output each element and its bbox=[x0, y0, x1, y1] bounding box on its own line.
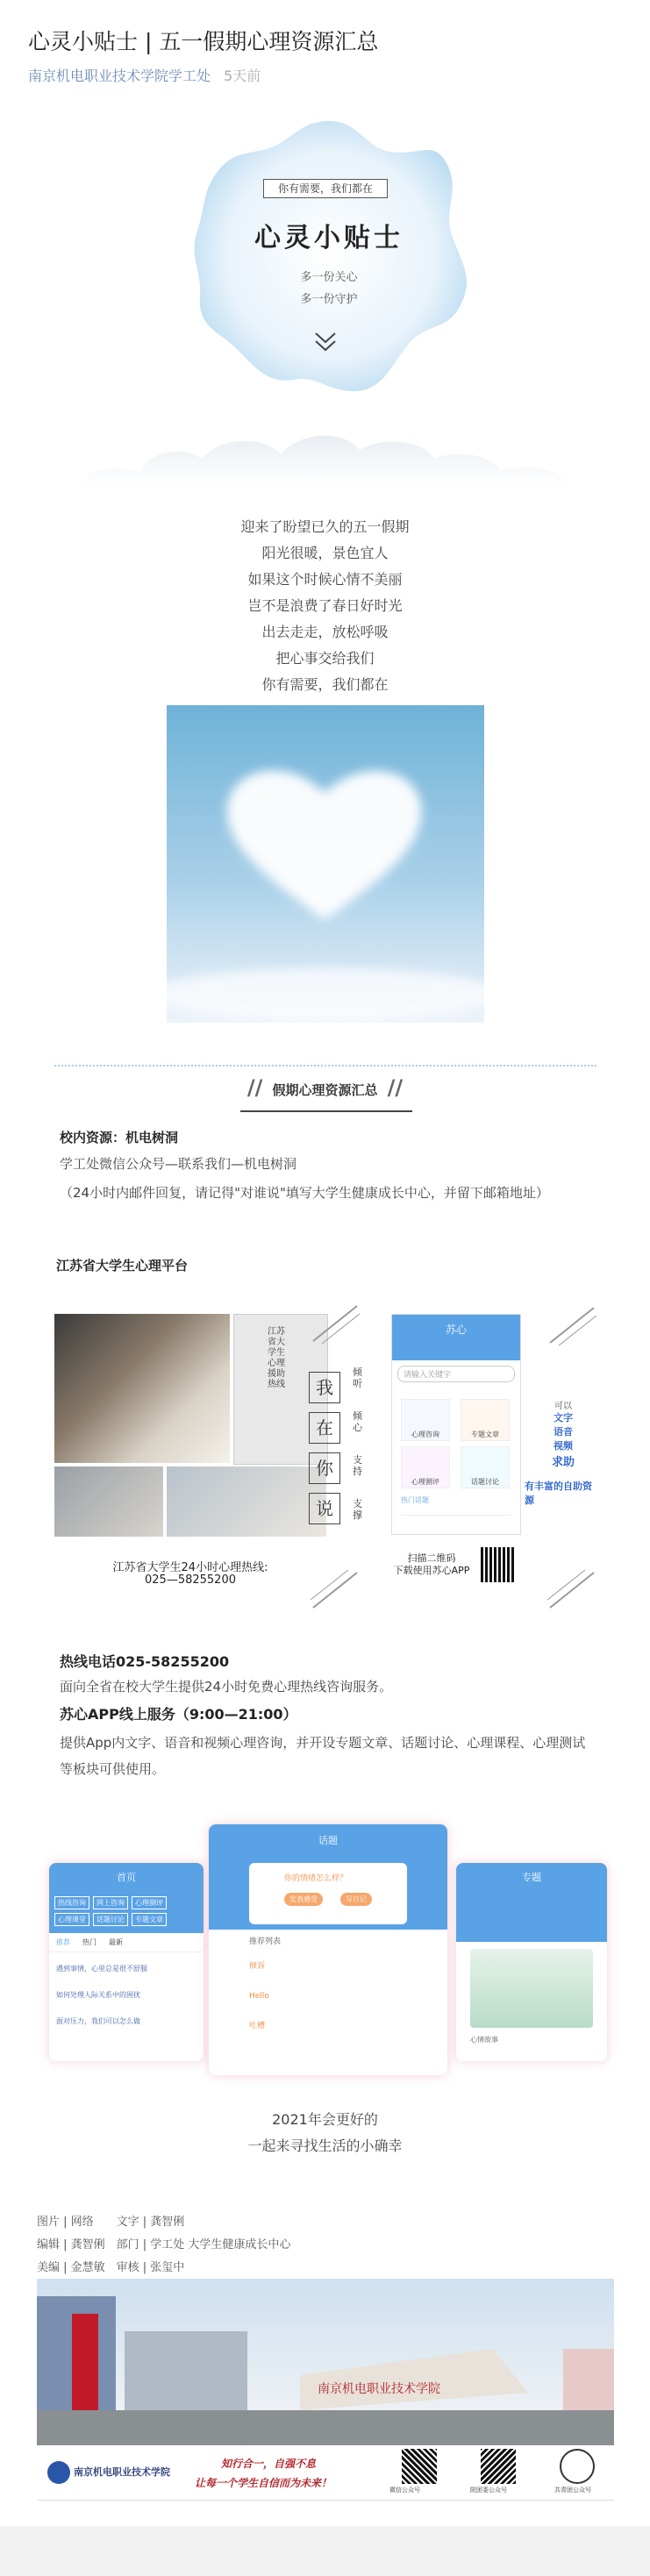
section-underline bbox=[240, 1110, 412, 1112]
office-photo bbox=[54, 1314, 230, 1463]
phone-middle-item-3: 吐槽 bbox=[249, 2022, 266, 2030]
closing-line-2: 一起来寻找生活的小确幸 bbox=[247, 2137, 403, 2154]
app-tile-3: 心理测评 bbox=[401, 1446, 450, 1488]
app-tile-4: 话题讨论 bbox=[461, 1446, 510, 1488]
side-word-4: 支撑 bbox=[353, 1498, 362, 1521]
school-logo-icon bbox=[47, 2461, 70, 2484]
slogan-1: 知行合一，自强不息 bbox=[221, 2458, 317, 2470]
platform-poster bbox=[54, 1314, 596, 1612]
app-service-desc: 提供App内文字、语音和视频心理咨询，并开设专题文章、话题讨论、心理课程、心理测试等板块可供使用。 bbox=[60, 1735, 586, 1777]
school-name: 南京机电职业技术学院 bbox=[74, 2466, 170, 2478]
qr-label-1: 微信公众号 bbox=[389, 2487, 420, 2494]
article-meta bbox=[28, 65, 261, 85]
phone-left-button-5: 话题讨论 bbox=[93, 1913, 128, 1926]
dotted-divider bbox=[54, 1065, 596, 1067]
phone-screenshot-middle bbox=[209, 1824, 447, 2075]
app-more: 热门话题 bbox=[401, 1496, 429, 1504]
phone-left-button-6: 专题文章 bbox=[132, 1913, 167, 1926]
section-header bbox=[0, 1075, 650, 1100]
diagonal-deco-icon bbox=[309, 1302, 361, 1345]
double-chevron-down-icon bbox=[314, 330, 337, 354]
youth-league-emblem-icon bbox=[560, 2449, 595, 2484]
diagonal-deco-icon bbox=[546, 1303, 598, 1347]
phone-screenshot-left bbox=[49, 1863, 204, 2061]
poem-line-7: 你有需要，我们都在 bbox=[261, 676, 389, 693]
qr-label-2: 院团委公众号 bbox=[470, 2487, 507, 2494]
phone-middle-item-1: 倾诉 bbox=[249, 1962, 266, 1971]
side-word-3: 支持 bbox=[353, 1454, 362, 1477]
app-tabbar bbox=[401, 1515, 511, 1528]
qr-label-3: 共青团公众号 bbox=[554, 2487, 591, 2494]
poem-line-2: 阳光很暖，景色宜人 bbox=[261, 545, 389, 561]
badge-line-2: 多一份守护 bbox=[300, 293, 358, 306]
app-brand: 苏心 bbox=[392, 1315, 520, 1360]
phone-middle-card: 你的情绪怎么样？ bbox=[284, 1874, 348, 1883]
team-photo-2 bbox=[167, 1466, 326, 1537]
phone-right-header: 专题 bbox=[456, 1863, 607, 1893]
phone-right-label: 心情故事 bbox=[470, 2036, 498, 2044]
feature-word-1: 可以 bbox=[554, 1402, 572, 1411]
app-tile-1: 心理咨询 bbox=[401, 1399, 450, 1441]
campus-line: 学工处微信公众号—联系我们—机电树洞 bbox=[60, 1156, 297, 1172]
team-photo-1 bbox=[54, 1466, 163, 1537]
phone-left-button-2: 网上咨询 bbox=[93, 1896, 128, 1909]
poem-line-4: 岂不是浪费了春日好时光 bbox=[247, 597, 403, 614]
phone-left-post-3: 面对压力，我们可以怎么做 bbox=[56, 2017, 140, 2025]
closing-line-1: 2021年会更好的 bbox=[272, 2111, 378, 2128]
campus-label: 校内资源：机电树洞 bbox=[60, 1130, 179, 1145]
cloud-divider bbox=[79, 419, 570, 489]
slash-right-icon: // bbox=[387, 1075, 404, 1100]
feature-word-2: 文字 bbox=[554, 1412, 573, 1424]
poem-line-5: 出去走走，放松呼吸 bbox=[261, 624, 389, 640]
phone-middle-button-2: 写日记 bbox=[340, 1893, 372, 1906]
section-title: 假期心理资源汇总 bbox=[272, 1082, 378, 1098]
slash-left-icon: // bbox=[246, 1075, 263, 1100]
slogan-2: 让每一个学生自信而为未来！ bbox=[195, 2477, 332, 2489]
app-tile-2: 专题文章 bbox=[461, 1399, 510, 1441]
phone-left-button-4: 心理课堂 bbox=[54, 1913, 89, 1926]
qr-code-app bbox=[481, 1547, 516, 1582]
app-search-input: 请输入关键字 bbox=[397, 1366, 515, 1382]
hotline-caption-2: 025—58255200 bbox=[145, 1573, 236, 1587]
phone-left-tab-2: 热门 bbox=[82, 1938, 96, 1946]
big-char-3: 你 bbox=[309, 1452, 340, 1484]
phone-middle-list-title: 推荐列表 bbox=[249, 1937, 282, 1946]
hotline-desc: 面向全省在校大学生提供24小时免费心理热线咨询服务。 bbox=[60, 1679, 393, 1695]
author-link[interactable]: 南京机电职业技术学院学工处 bbox=[28, 68, 211, 84]
heart-cloud-image bbox=[167, 705, 484, 1023]
phone-left-tab-3: 最新 bbox=[109, 1938, 123, 1946]
app-phone-mock bbox=[391, 1314, 521, 1535]
badge-cloud-shape bbox=[184, 112, 474, 402]
credits-row-2: 编辑 | 龚智俐 部门 | 学工处 大学生健康成长中心 bbox=[37, 2238, 291, 2251]
campus-note: （24小时内邮件回复，请记得"对谁说"填写大学生健康成长中心，并留下邮箱地址） bbox=[60, 1185, 549, 1201]
big-char-4: 说 bbox=[309, 1493, 340, 1524]
page-bottom-bar bbox=[0, 2526, 650, 2576]
phone-screenshot-right bbox=[456, 1863, 607, 2061]
badge-title: 心灵小贴士 bbox=[254, 223, 404, 253]
phone-right-illustration bbox=[470, 1949, 593, 2028]
poem-line-3: 如果这个时候心情不美丽 bbox=[247, 571, 403, 588]
phone-middle-button-1: 发表感受 bbox=[284, 1893, 323, 1906]
hotline-caption-1: 江苏省大学生24小时心理热线: bbox=[112, 1561, 268, 1574]
campus-banner-image bbox=[37, 2279, 614, 2445]
big-char-2: 在 bbox=[309, 1412, 340, 1444]
qr-code-1 bbox=[402, 2449, 437, 2484]
poem-line-1: 迎来了盼望已久的五一假期 bbox=[240, 518, 410, 535]
feature-word-3: 语音 bbox=[554, 1426, 573, 1438]
poem-line-6: 把心事交给我们 bbox=[275, 650, 375, 667]
qr-caption-2: 下载使用苏心APP bbox=[393, 1565, 470, 1576]
feature-word-5: 求助 bbox=[551, 1456, 575, 1469]
platform-title: 江苏省大学生心理平台 bbox=[56, 1258, 189, 1274]
phone-middle-header: 话题 bbox=[318, 1835, 338, 1846]
book-vertical-text: 江苏省大学生心理援助热线 bbox=[268, 1327, 285, 1389]
feature-caption: 有丰富的自助资源 bbox=[525, 1481, 592, 1506]
credits-row-3: 美编 | 金慧敏 审核 | 张玺中 bbox=[37, 2261, 185, 2274]
phone-left-button-1: 热线咨询 bbox=[54, 1896, 89, 1909]
banner-stone-text: 南京机电职业技术学院 bbox=[318, 2382, 440, 2396]
feature-word-4: 视频 bbox=[554, 1440, 573, 1452]
big-char-1: 我 bbox=[309, 1372, 340, 1403]
badge-line-1: 多一份关心 bbox=[300, 271, 358, 284]
phone-left-button-3: 心理测评 bbox=[132, 1896, 167, 1909]
qr-code-2 bbox=[481, 2449, 516, 2484]
phone-left-tab-1: 推荐 bbox=[56, 1938, 70, 1946]
banner-strip bbox=[37, 2445, 614, 2501]
side-word-1: 倾听 bbox=[353, 1366, 362, 1389]
badge-tag: 你有需要，我们都在 bbox=[263, 179, 388, 198]
phone-left-header: 首页 bbox=[49, 1863, 204, 1893]
side-word-2: 倾心 bbox=[353, 1410, 362, 1433]
phone-left-post-2: 如何处理人际关系中的困扰 bbox=[56, 1991, 140, 1999]
phone-left-post-1: 遇到事情，心里总是很不舒服 bbox=[56, 1965, 147, 1973]
diagonal-deco-icon bbox=[309, 1568, 361, 1612]
diagonal-deco-icon bbox=[546, 1568, 598, 1612]
phone-middle-item-2: Hello bbox=[249, 1992, 269, 2001]
hotline-label: 热线电话025-58255200 bbox=[60, 1653, 230, 1670]
app-service-label: 苏心APP线上服务（9:00—21:00） bbox=[60, 1706, 297, 1723]
article-title: 心灵小贴士 | 五一假期心理资源汇总 bbox=[28, 29, 379, 54]
publish-time: 5天前 bbox=[224, 68, 261, 84]
qr-caption-1: 扫描二维码 bbox=[407, 1552, 456, 1564]
credits-row-1: 图片 | 网络 文字 | 龚智俐 bbox=[37, 2216, 185, 2229]
